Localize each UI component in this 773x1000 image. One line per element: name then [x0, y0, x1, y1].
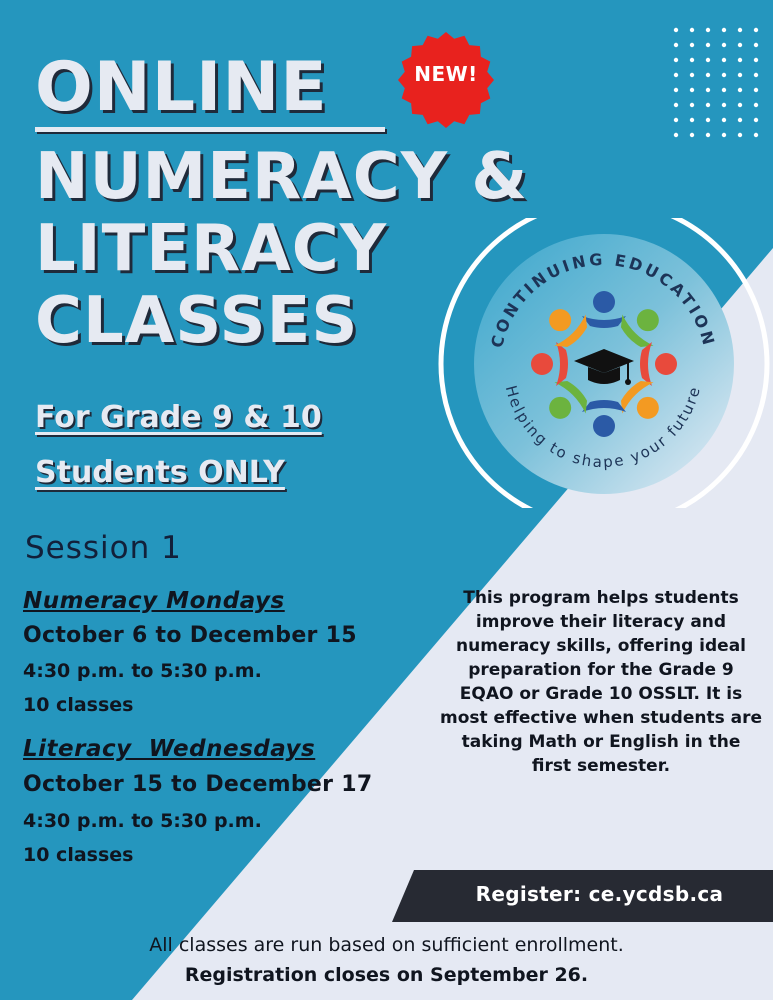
- continuing-education-logo: [438, 218, 772, 508]
- numeracy-dates: October 6 to December 15: [23, 623, 357, 648]
- logo-bottom-text: Helping to shape your future: [501, 383, 705, 472]
- literacy-time: 4:30 p.m. to 5:30 p.m.: [23, 810, 262, 832]
- register-link[interactable]: Register: ce.ycdsb.ca: [475, 882, 724, 906]
- decor-dot: [706, 133, 710, 137]
- decor-dot: [738, 133, 742, 137]
- decor-dot: [754, 118, 758, 122]
- decor-dot: [706, 28, 710, 32]
- decor-dot: [690, 43, 694, 47]
- dot-grid-decoration: [672, 26, 762, 146]
- decor-dot: [754, 28, 758, 32]
- registration-deadline: Registration closes on September 26.: [184, 964, 589, 986]
- logo-top-text: CONTINUING EDUCATION: [487, 249, 719, 350]
- decor-dot: [690, 88, 694, 92]
- decor-dot: [674, 118, 678, 122]
- decor-dot: [754, 103, 758, 107]
- decor-dot: [754, 133, 758, 137]
- decor-dot: [706, 43, 710, 47]
- numeracy-time: 4:30 p.m. to 5:30 p.m.: [23, 660, 262, 682]
- program-description: This program helps students improve their literacy and numeracy skills, offering ideal preparation for the Grade 9 EQAO or Grade 10 OSSLT. It is most effective when students are taking Math or English in the first semester.: [440, 588, 763, 776]
- decor-dot: [738, 73, 742, 77]
- session-label: Session 1: [25, 530, 182, 566]
- title-underline: [35, 127, 385, 132]
- decor-dot: [690, 73, 694, 77]
- decor-dot: [738, 88, 742, 92]
- decor-dot: [706, 118, 710, 122]
- literacy-dates: October 15 to December 17: [23, 772, 373, 797]
- decor-dot: [690, 133, 694, 137]
- title-online: ONLINE: [35, 48, 328, 127]
- decor-dot: [722, 28, 726, 32]
- decor-dot: [674, 28, 678, 32]
- new-badge-label: NEW!: [414, 62, 478, 86]
- decor-dot: [722, 73, 726, 77]
- decor-dot: [722, 103, 726, 107]
- decor-dot: [706, 88, 710, 92]
- decor-dot: [706, 103, 710, 107]
- literacy-count: 10 classes: [23, 844, 134, 866]
- decor-dot: [738, 58, 742, 62]
- decor-dot: [690, 103, 694, 107]
- decor-dot: [722, 133, 726, 137]
- decor-dot: [738, 118, 742, 122]
- decor-dot: [706, 58, 710, 62]
- title-numeracy: NUMERACY &: [35, 140, 529, 214]
- decor-dot: [738, 43, 742, 47]
- students-only-subtitle: Students ONLY: [35, 455, 285, 490]
- decor-dot: [754, 58, 758, 62]
- decor-dot: [674, 43, 678, 47]
- numeracy-count: 10 classes: [23, 694, 134, 716]
- enrollment-note: All classes are run based on sufficient enrollment.: [149, 934, 624, 956]
- decor-dot: [722, 43, 726, 47]
- numeracy-heading: Numeracy Mondays: [23, 588, 285, 614]
- decor-dot: [722, 58, 726, 62]
- decor-dot: [674, 103, 678, 107]
- literacy-heading: Literacy Wednesdays: [23, 736, 316, 762]
- decor-dot: [722, 88, 726, 92]
- decor-dot: [722, 118, 726, 122]
- decor-dot: [754, 73, 758, 77]
- decor-dot: [674, 58, 678, 62]
- grade-subtitle: For Grade 9 & 10: [35, 400, 322, 435]
- decor-dot: [690, 28, 694, 32]
- decor-dot: [738, 103, 742, 107]
- decor-dot: [754, 88, 758, 92]
- decor-dot: [674, 73, 678, 77]
- decor-dot: [690, 118, 694, 122]
- decor-dot: [754, 43, 758, 47]
- decor-dot: [738, 28, 742, 32]
- decor-dot: [674, 88, 678, 92]
- title-literacy: LITERACY: [35, 212, 388, 286]
- title-classes: CLASSES: [35, 284, 359, 358]
- decor-dot: [690, 58, 694, 62]
- decor-dot: [674, 133, 678, 137]
- decor-dot: [706, 73, 710, 77]
